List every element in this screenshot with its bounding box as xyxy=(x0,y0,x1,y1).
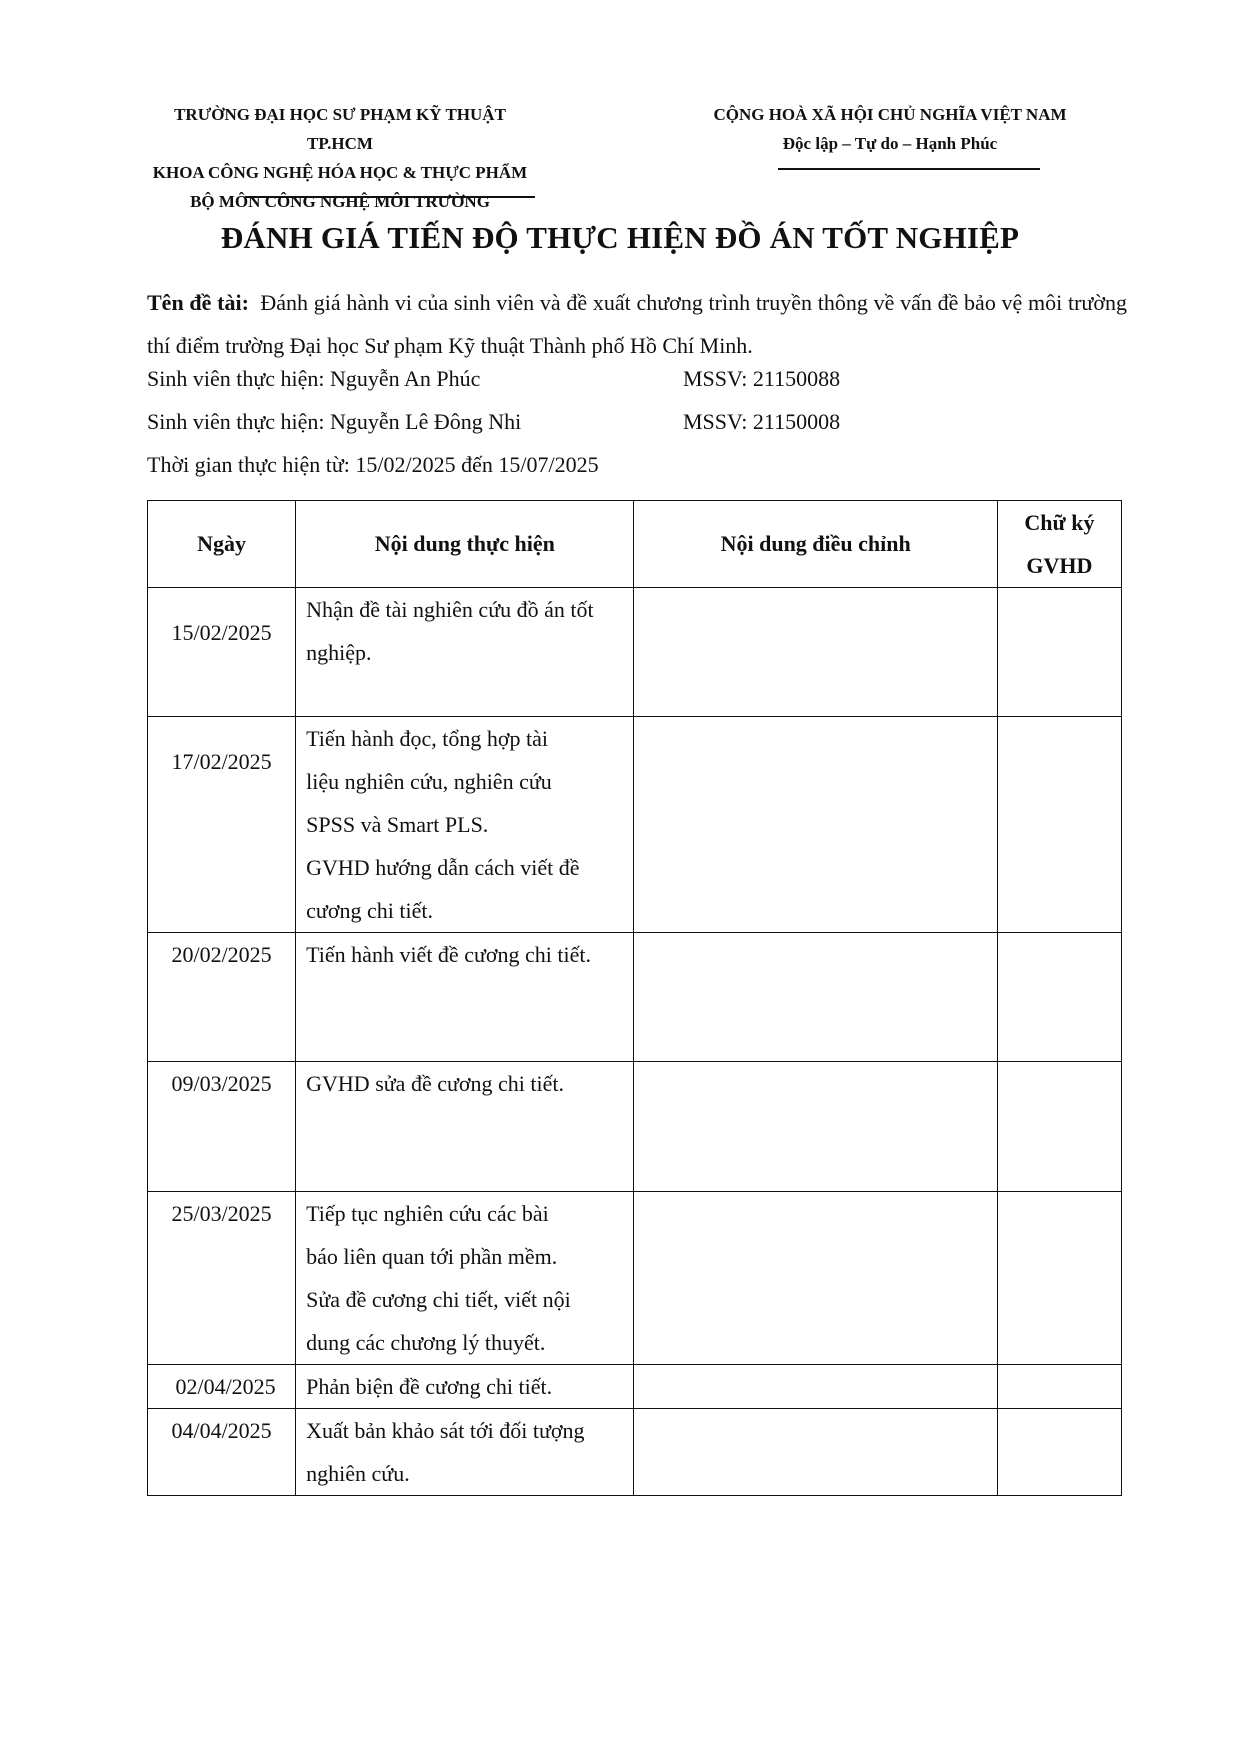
row-date: 02/04/2025 xyxy=(148,1365,296,1409)
row-signature xyxy=(997,1192,1121,1365)
student-2-name: Sinh viên thực hiện: Nguyễn Lê Đông Nhi xyxy=(147,409,522,434)
row-content xyxy=(296,1062,634,1192)
header-signature-line2: GVHD xyxy=(1026,553,1093,578)
content-line: GVHD sửa đề cương chi tiết. xyxy=(306,1071,565,1096)
row-adjustment xyxy=(634,1409,997,1496)
content-line: Nhận đề tài nghiên cứu đồ án tốt xyxy=(306,597,594,622)
header-signature-line1: Chữ ký xyxy=(1024,510,1095,535)
row-signature xyxy=(997,1062,1121,1192)
row-content xyxy=(296,588,634,717)
row-content xyxy=(296,1409,634,1496)
department-name: BỘ MÔN CÔNG NGHỆ MÔI TRƯỜNG xyxy=(190,192,490,211)
topic-label: Tên đề tài: xyxy=(147,290,249,315)
table-row xyxy=(148,717,1122,933)
table-row xyxy=(148,1192,1122,1365)
content-line: Tiếp tục nghiên cứu các bài xyxy=(306,1201,549,1226)
row-adjustment xyxy=(634,1365,997,1409)
table-row xyxy=(148,588,1122,717)
row-date: 15/02/2025 xyxy=(148,588,296,717)
national-motto: Độc lập – Tự do – Hạnh Phúc xyxy=(782,134,998,153)
row-content xyxy=(296,1192,634,1365)
time-period: Thời gian thực hiện từ: 15/02/2025 đến 15/07/2025 xyxy=(147,452,599,477)
content-line: Sửa đề cương chi tiết, viết nội xyxy=(306,1287,571,1312)
country-name: CỘNG HOÀ XÃ HỘI CHỦ NGHĨA VIỆT NAM xyxy=(713,105,1067,124)
table-row xyxy=(148,1409,1122,1496)
table-row xyxy=(148,1062,1122,1192)
table-header-row xyxy=(148,501,1122,588)
row-content xyxy=(296,717,634,933)
row-date: 25/03/2025 xyxy=(148,1192,296,1365)
row-signature xyxy=(997,1365,1121,1409)
row-content xyxy=(296,1365,634,1409)
header-date: Ngày xyxy=(148,501,296,588)
header-content: Nội dung thực hiện xyxy=(296,501,634,588)
row-content xyxy=(296,933,634,1062)
content-line: cương chi tiết. xyxy=(306,898,433,923)
row-signature xyxy=(997,588,1121,717)
row-adjustment xyxy=(634,1062,997,1192)
student-1-name: Sinh viên thực hiện: Nguyễn An Phúc xyxy=(147,366,481,391)
university-name: TRƯỜNG ĐẠI HỌC SƯ PHẠM KỸ THUẬT TP.HCM xyxy=(174,105,506,153)
document-title: ĐÁNH GIÁ TIẾN ĐỘ THỰC HIỆN ĐỒ ÁN TỐT NGHIỆP xyxy=(220,220,1020,255)
row-adjustment xyxy=(634,588,997,717)
content-line: nghiệp. xyxy=(306,640,372,665)
table-row xyxy=(148,1365,1122,1409)
header-signature xyxy=(997,501,1121,588)
student-2-id: MSSV: 21150008 xyxy=(683,409,841,434)
row-signature xyxy=(997,1409,1121,1496)
row-date: 17/02/2025 xyxy=(148,717,296,933)
university-header xyxy=(150,100,530,216)
content-line: SPSS và Smart PLS. xyxy=(306,812,489,837)
progress-table xyxy=(147,500,1122,1496)
student-1-id: MSSV: 21150088 xyxy=(683,366,841,391)
content-line: GVHD hướng dẫn cách viết đề xyxy=(306,855,580,880)
table-row xyxy=(148,933,1122,1062)
content-line: Xuất bản khảo sát tới đối tượng xyxy=(306,1418,585,1443)
row-date: 20/02/2025 xyxy=(148,933,296,1062)
content-line: Tiến hành đọc, tổng hợp tài xyxy=(306,726,548,751)
header-adjustment: Nội dung điều chỉnh xyxy=(634,501,997,588)
row-adjustment xyxy=(634,1192,997,1365)
content-line: báo liên quan tới phần mềm. xyxy=(306,1244,558,1269)
row-adjustment xyxy=(634,717,997,933)
content-line: dung các chương lý thuyết. xyxy=(306,1330,546,1355)
topic-paragraph xyxy=(147,281,1127,367)
row-date: 04/04/2025 xyxy=(148,1409,296,1496)
national-header xyxy=(680,100,1100,158)
content-line: Phản biện đề cương chi tiết. xyxy=(306,1374,553,1399)
header-left-underline xyxy=(245,196,535,198)
faculty-name: KHOA CÔNG NGHỆ HÓA HỌC & THỰC PHẨM xyxy=(152,163,528,182)
header-right-underline xyxy=(778,168,1040,170)
row-signature xyxy=(997,717,1121,933)
content-line: liệu nghiên cứu, nghiên cứu xyxy=(306,769,552,794)
content-line: Tiến hành viết đề cương chi tiết. xyxy=(306,942,592,967)
content-line: nghiên cứu. xyxy=(306,1461,410,1486)
row-adjustment xyxy=(634,933,997,1062)
row-signature xyxy=(997,933,1121,1062)
row-date: 09/03/2025 xyxy=(148,1062,296,1192)
topic-text: Đánh giá hành vi của sinh viên và đề xuất chương trình truyền thông về vấn đề bảo vệ môi trường thí điểm trường Đại học Sư phạm Kỹ thuật Thành phố Hồ Chí Minh. xyxy=(147,290,1127,358)
